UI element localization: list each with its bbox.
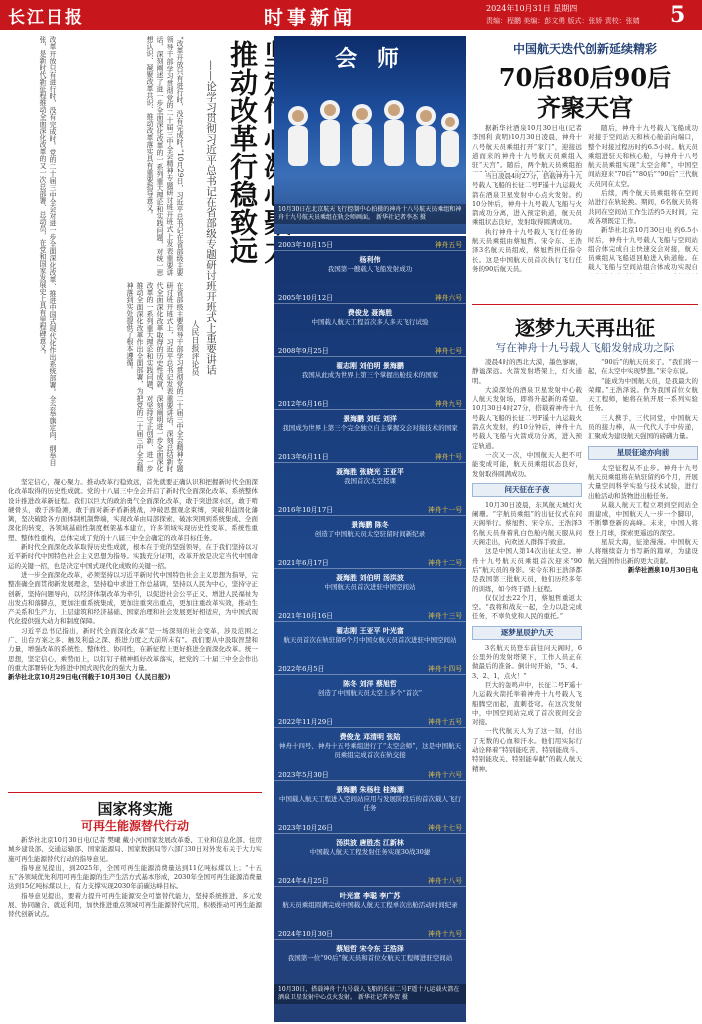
launch-paragraph: “90后”的航天员来了。“我们将一起，在太空中实现梦想。”宋令东说。 [588,358,698,376]
timeline-mission: 神舟十号 [434,453,462,461]
section-heading: 逐梦星辰护九天 [472,626,582,640]
section-heading: 星辰征途亦向前 [588,446,698,460]
launch-article-headline: 逐梦九天再出征 [515,316,655,340]
feature-headline-line2: 齐聚天宫 [537,93,633,122]
editorial-body-vertical [60,36,185,276]
timeline-date: 2024年10月30日 [278,930,333,938]
editorial-title-line2: 推动改革行稳致远 [226,40,259,264]
timeline-description: 航天员乘组圆满完成中国载人航天工程单次出舱活动时间纪录 [282,901,458,909]
energy-article-subtitle: 可再生能源替代行动 [80,819,189,833]
timeline-mission: 神舟五号 [434,241,462,249]
timeline-description: 创造了中国航天员太空上多个“首次” [317,689,423,697]
timeline-entry [274,876,466,910]
timeline-entry [274,717,466,760]
editorial-paragraph: 进一步全面深化改革，必须坚持以习近平新时代中国特色社会主义思想为指导，完整准确全面贯彻新发展理念，坚持稳中求进工作总基调，坚持以人民为中心，坚持守正创新，坚持问题导向，以经济体制改革为牵引，以促进社会公平正义、增进人民福祉为出发点和落脚点，更加注重系统集成，更加注重突出重点，更加注重改革实效，推动生产关系和生产力、上层建筑和经济基础、国家治理和社会发展更好相适应，为中国式现代化提供强大动力和制度保障。 [8,570,258,626]
launch-source: 新华社酒泉10月30日电 [627,565,698,574]
timeline-description: 中国载人航天工程进入空间站应用与发展阶段后的首次载人飞行任务 [279,795,461,812]
timeline-date: 2005年10月12日 [278,294,333,302]
astronauts-illustration [274,76,466,196]
energy-paragraph: 新华社北京10月30日电(记者 樊曦 戴小河)国家发展改革委、工业和信息化部、住房城乡建设部、交通运输部、国家能源局、国家数据局等六部门30日对外发布关于大力实施可再生能源替代行动的指导意见。 [8,836,262,863]
feature-paragraph: 随后，神舟十九号载人飞船成功对接于空间站天和核心舱前向端口，整个对接过程历时约6.5小时。航天员乘组进驻天和核心舱，与神舟十八号航天员乘组实现“太空会师”，中国空间站迎来“70后”“80后”“90后”三代航天员同在太空。 [588,124,698,188]
timeline-description: 中国航天员首次进驻中国空间站 [324,583,416,591]
caption-text: 10月30日在北京航天飞行控制中心拍摄的神舟十八号航天员乘组和神舟十九号航天员乘组在轨会师画面。 [278,206,462,221]
launch-col1 [472,358,582,1022]
feature-headline-line1: 70后80后90后 [498,63,672,92]
feature-body-col1 [472,124,582,300]
timeline-entry [274,452,466,486]
timeline-date: 2023年5月30日 [278,771,329,779]
timeline-date: 2016年10月17日 [278,506,333,514]
energy-paragraph: 指导意见提出，要着力提升可再生能源安全可靠替代能力，坚持系统推进、多元发展、协同融合、就近利用，加快推进重点领域可再生能源替代应用，积极推动可再生能源替代创新试点。 [8,891,262,919]
timeline-date: 2012年6月16日 [278,400,329,408]
timeline-mission: 神舟九号 [434,400,462,408]
timeline-mission: 神舟十九号 [428,930,462,938]
timeline-description: 神舟十四号、神舟十五号乘组进行了“太空会师”，这是中国航天员乘组完成首次在轨交接 [278,742,462,759]
timeline-date: 2022年6月5日 [278,665,325,673]
editorial-paragraph: 坚定信心，凝心聚力。推动改革行稳致远，首先就要正确认识和把握新时代全面深化改革取得的历史性成就。党的十八届三中全会开启了新时代全面深化改革、系统整体设计推进改革新征程。我们以巨大的政治勇气全面深化改革，敢于突进深水区，敢于啃硬骨头，敢于涉险滩，敢于面对新矛盾新挑战，冲破思想观念束缚，突破利益固化藩篱，坚决破除各方面体制机制弊端，实现改革由局部探索、破冰突围到系统集成、全面深化的转变，各领域基础性制度框架基本建立，许多领域实现历史性变革、系统性重塑、整体性重构，总体完成了党的十八届三中全会确定的改革目标任务。 [8,478,258,542]
timeline-mission: 神舟十五号 [428,718,462,726]
launch-article-subheadline: 写在神舟十九号载人飞船发射成功之际 [495,342,675,354]
timeline-crew: 蔡旭哲 宋令东 王浩泽 [336,944,404,953]
timeline-date: 2013年6月11日 [278,453,329,461]
timeline-description: 我国成为世界上第三个完全独立自主掌握交会对接技术的国家 [282,424,458,432]
timeline-entry [274,240,466,274]
timeline-date: 2024年4月25日 [278,877,329,885]
timeline-description: 中国载人航天工程首次多人多天飞行试验 [311,318,429,326]
timeline-mission: 神舟六号 [434,294,462,302]
feature-paragraph: 后续，两个航天员乘组将在空间站进行在轨轮换。期间，6名航天员将共同在空间站工作生活约5天时间，完成各项既定工作。 [588,189,698,225]
editorial-paragraph: 新时代全面深化改革取得历史性成就，根本在于党的坚强领导，在于我们坚持以习近平新时代中国特色社会主义思想为指导。实践充分证明，改革开放是决定当代中国命运的关键一招，也是决定中国式现代化成败的关键一招。 [8,543,258,570]
mission-timeline [274,236,466,1022]
editorial-body-vertical-c [8,36,58,466]
timeline-mission: 神舟十二号 [428,559,462,567]
timeline-description: 航天员首次在轨驻留6个月中国女航天员首次进驻中国空间站 [283,636,457,644]
timeline-description: 中国载人航天工程发射任务实现30战30捷 [309,848,431,856]
editorial-body-vertical-b [60,282,185,472]
timeline-crew: 翟志刚 刘伯明 景海鹏 [336,361,404,370]
timeline-caption [274,984,466,1004]
feature-paragraph: 新华社北京10月30日电 约6.5小时后，神舟十九号载人飞船与空间站组合体完成自主快速交会对接，航天员乘组从飞船返回舱进入轨道舱。在载人飞船与空间站组合体成功实现自 [588,226,698,272]
editorial-subtitle: ——论学习贯彻习近平总书记在省部级专题研讨班开班式上重要讲话 [205,60,217,375]
photo-credit: 新华社记者李贺 摄 [357,994,408,1001]
timeline-entry [274,823,466,857]
main-photo [274,36,466,234]
editorial-paragraph: 改革开放只有进行时，没有完成时。党的二十届三中全会对进一步全面深化改革、推进中国式现代化作出系统部署。全会举旗定向、纲举目张，是新时代新征程推动全面深化改革的又一次总部署、总动员，在党和国家发展史上具有里程碑意义。 [39,36,57,466]
feature-paragraph: 据新华社酒泉10月30日电(记者李国利 黄明)10月30日凌晨，神舟十八号航天员乘组打开“家门”，迎接远道而来的神舟十九号航天员乘组入驻“天宫”。随后，两个航天员乘组拍 [472,124,582,170]
launch-paragraph: 这是中国人第14次出征太空。神舟十九号航天员乘组首次迎来“90后”航天员的身影。宋令东和王浩泽都是我国第三批航天员，他们历经多年的训练，如今终于踏上征程。 [472,547,582,593]
timeline-description: 我国第一艘载人飞船发射成功 [327,265,413,273]
editorial-source: 新华社北京10月29日电(刊载于10月30日《人民日报》) [8,673,171,682]
timeline-description: 我国从此成为世界上第三个掌握出舱技术的国家 [301,371,439,379]
page-number: 5 [670,2,686,28]
issue-date: 2024年10月31日 星期四 [486,4,578,13]
launch-paragraph: 从载人航天工程立项到空间站全面建成，中国航天人一步一个脚印，不断攀登新的高峰。未来，中国人将登上月球，探索更遥远的深空。 [588,500,698,537]
timeline-crew: 汤洪波 唐胜杰 江新林 [336,838,404,847]
main-photo-caption [274,204,466,224]
timeline-mission: 神舟十一号 [428,506,462,514]
timeline-entry [274,399,466,433]
timeline-entry [274,505,466,539]
editorial-paragraph: “改革开放只有进行时，没有完成时。”10月29日，习近平总书记在省部级主要领导干部学习贯彻党的二十届三中全会精神专题研讨班开班式上发表重要讲话，深刻阐述了进一步全面深化改革的一系列重大理论和实践问题，对统一思想认识、凝聚改革共识、推动改革落实具有重要指导意义。 [146,36,184,276]
photo-title: 会 师 [335,46,405,72]
timeline-crew: 费俊龙 聂海胜 [347,308,393,317]
timeline-date: 2003年10月15日 [278,241,333,249]
timeline-date: 2022年11月29日 [278,718,333,726]
timeline-crew: 聂海胜 张晓光 王亚平 [336,467,404,476]
section-title: 时事新闻 [263,7,356,29]
timeline-mission: 神舟七号 [434,347,462,355]
timeline-crew: 景海鹏 陈冬 [351,520,389,529]
timeline-mission: 神舟十四号 [428,665,462,673]
timeline-entry [274,929,466,963]
launch-paragraph: 星辰大海，征途漫漫。中国航天人将继续奋力书写新的篇章，为建设航天强国作出新的更大贡献。 [588,538,698,565]
timeline-mission: 神舟十八号 [428,877,462,885]
editorial-byline: 人民日报评论员 [191,320,200,376]
editorial-paragraph: 在省部级主要领导干部学习贯彻党的二十届三中全会精神专题研讨班开班式上，习近平总书记发表重要讲话，深刻总结新时代全面深化改革取得的历史性成就，深刻阐明进一步全面深化改革的一系列重大理论和实践问题，对坚持守正创新、进一步推动全面深化改革作出全面部署，为把党的二十届三中全会精神落到实处提供了根本遵循。 [126,282,184,472]
editorial-paragraph: 习近平总书记指出，新时代全面深化改革“是一场深刻的社会变革，涉及范围之广、出台方案之多、触及利益之深、推进力度之大前所未有”。我们要从中汲取智慧和力量，增强改革的系统性、整体性、协同性，在新征程上更好推进全面深化改革。统一思想，坚定信心，乘势而上，以钉钉子精神抓好改革落实，把党的二十届三中全会作出的重大部署转化为推进中国式现代化的强大力量。 [8,626,258,672]
launch-paragraph: 仅仅过去22个月，蔡旭哲重返太空。“我将和战友一起，全力以赴完成任务，不辜负党和人民的重托。” [472,593,582,621]
launch-paragraph: 三人携手，三代同堂，中国航天员的接力棒，从一代代人手中传递，汇聚成为建设航天强国的磅礴力量。 [588,413,698,441]
editors-line: 责编：程鹏 美编：彭文勇 版式：张娇 责校：张婧 [486,17,640,25]
energy-article-body [8,836,262,1020]
launch-paragraph: “能成为中国航天员，是我最大的荣耀。”王浩泽说。作为我国首位女航天工程师，她将在轨开展一系列实验任务。 [588,376,698,413]
timeline-crew: 景海鹏 刘旺 刘洋 [343,414,397,423]
timeline-crew: 杨利伟 [359,255,381,264]
divider [472,304,698,305]
timeline-date: 2008年9月25日 [278,347,329,355]
launch-paragraph: 巨大的轰鸣声中，长征二号F遥十九运载火箭托举着神舟十九号载人飞船腾空而起，直刺苍穹。在这次发射中，中国空间站完成了首次夜间交会对接。 [472,680,582,727]
launch-paragraph: 10月30日凌晨，东风航天城灯火阑珊。“宇航员乘组”的出征仪式在问天阁举行。蔡旭哲、宋令东、王浩泽3名航天员身着乳白色舱内航天服从问天阁走出，向欢送人群挥手致意。 [472,500,582,547]
launch-paragraph: 凌晨4时的西北大漠，墨色寥廓，静谧深远。火箭发射塔架上，灯火通明。 [472,358,582,385]
timeline-mission: 神舟十七号 [428,824,462,832]
editorial-body-horizontal [8,478,258,788]
timeline-entry [274,558,466,592]
launch-paragraph: 3名航天员登车前往问天阁时，6公里外的发射塔架下，工作人员正在做最后的准备。倒计时开始，“5、4、3、2、1，点火！” [472,643,582,680]
launch-paragraph: 太空征程从不止步。神舟十九号航天员乘组将在轨驻留约6个月，开展大量空间科学实验与技术试验，进行出舱活动和货物进出舱任务。 [588,463,698,500]
energy-paragraph: 指导意见提出，到2025年，全国可再生能源消费量达到11亿吨标煤以上；“十五五”各领域优先利用可再生能源的生产生活方式基本形成，2030年全国可再生能源消费量达到15亿吨标煤以上，有力支撑实现2030年前碳达峰目标。 [8,863,262,891]
feature-paragraph: 当日凌晨4时27分，搭载神舟十九号载人飞船的长征二号F遥十九运载火箭在酒泉卫星发射中心点火发射。约10分钟后，神舟十九号载人飞船与火箭成功分离，进入预定轨道，航天员乘组状态良好，发射取得圆满成功。 [472,172,582,227]
photo-credit: 新华社记者李杰 摄 [375,214,426,221]
timeline-crew: 景海鹏 朱杨柱 桂海潮 [336,785,404,794]
timeline-description: 我国首次太空授课 [344,477,396,485]
launch-paragraph: 大漠深处的酒泉卫星发射中心载人航天发射场，即将升起新的希望。10月30日4时27分，搭载着神舟十九号载人飞船的长征二号F遥十九运载火箭点火发射，约10分钟后，神舟十九号载人飞船与火箭成功分离，进入预定轨道。 [472,385,582,450]
timeline-crew: 费俊龙 邓清明 张陆 [339,732,401,741]
timeline-entry [274,346,466,380]
energy-article-title: 国家将实施 [97,800,173,818]
launch-paragraph: 一代代航天人为了这一刻，付出了无数的心血和汗水。他们用实际行动诠释着“特别能吃苦、特别能战斗、特别能攻关、特别能奉献”的载人航天精神。 [472,727,582,773]
timeline-entry [274,293,466,327]
timeline-crew: 叶光富 李聪 李广苏 [339,891,401,900]
feature-kicker: 中国航天迭代创新延续精彩 [512,42,657,56]
feature-paragraph: 执行神舟十九号载人飞行任务的航天员乘组由蔡旭哲、宋令东、王浩泽3名航天员组成，蔡旭哲担任指令长。这是中国航天员首次执行飞行任务的90后航天员。 [472,227,582,273]
timeline-description: 创造了中国航天员太空驻留时间新纪录 [314,530,426,538]
timeline-date: 2021年6月17日 [278,559,329,567]
timeline-entry [274,664,466,698]
timeline-crew: 聂海胜 刘伯明 汤洪波 [336,573,404,582]
feature-body-col2 [588,124,698,300]
timeline-description: 我国第一位“90后”航天员和首位女航天工程师进驻空间站 [287,954,453,962]
launch-paragraph: 一次又一次，中国航天人把不可能变成可能，航天员乘组状态良好，发射取得圆满成功。 [472,450,582,478]
timeline-date: 2021年10月16日 [278,612,333,620]
divider [8,792,262,793]
timeline-entry [274,770,466,813]
section-heading: 问天征在子夜 [472,483,582,497]
timeline-date: 2023年10月26日 [278,824,333,832]
timeline-entry [274,611,466,645]
masthead-logo: 长江日报 [8,8,84,28]
timeline-mission: 神舟十三号 [428,612,462,620]
timeline-crew: 翟志刚 王亚平 叶光富 [336,626,404,635]
timeline-crew: 陈冬 刘洋 蔡旭哲 [343,679,397,688]
launch-col2 [588,358,698,1022]
timeline-mission: 神舟十六号 [428,771,462,779]
caption-text: 10月30日，搭载神舟十九号载人飞船的长征二号F遥十九运载火箭在酒泉卫星发射中心点火发射。 [278,986,460,1001]
